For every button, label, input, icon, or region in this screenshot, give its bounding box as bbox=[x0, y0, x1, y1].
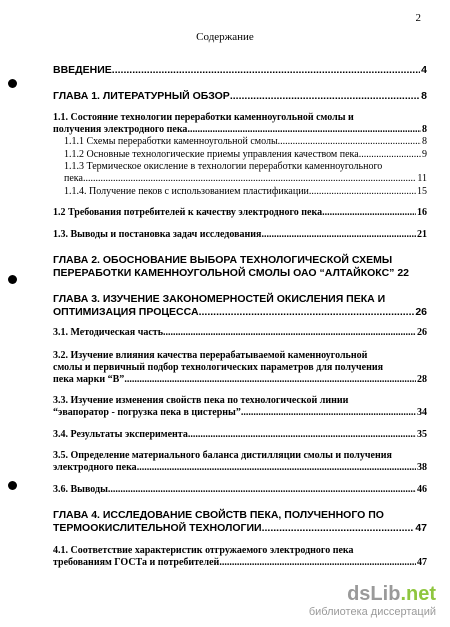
toc-entry-line[interactable]: 1.1.3 Термическое окисление в технологии переработки каменноугольного bbox=[64, 161, 383, 172]
toc-entry[interactable]: требованиям ГОСТа и потребителей ..... 47 bbox=[53, 557, 427, 569]
toc-entry[interactable]: ВВЕДЕНИЕ ..... 4 bbox=[53, 64, 427, 76]
margin-bullet bbox=[8, 275, 17, 284]
toc-entry[interactable]: ОПТИМИЗАЦИЯ ПРОЦЕССА ..... 26 bbox=[53, 306, 427, 318]
toc-entry-line[interactable]: ГЛАВА 3. ИЗУЧЕНИЕ ЗАКОНОМЕРНОСТЕЙ ОКИСЛЕНИЯ ПЕКА И bbox=[53, 293, 386, 305]
toc-entry-line[interactable]: 4.1. Соответствие характеристик отгружаемого электродного пека bbox=[53, 545, 354, 556]
toc-entry[interactable]: пека ..... 11 bbox=[64, 173, 427, 185]
toc-entry[interactable]: ГЛАВА 1. ЛИТЕРАТУРНЫЙ ОБЗОР ..... 8 bbox=[53, 90, 427, 102]
watermark bbox=[236, 583, 436, 623]
toc-entry-line[interactable]: ПЕРЕРАБОТКИ КАМЕННОУГОЛЬНОЙ СМОЛЫ ОАО “АЛТАЙКОКС” 22 bbox=[53, 267, 409, 279]
page-title: Содержание bbox=[196, 31, 254, 43]
toc-entry[interactable]: 1.2 Требования потребителей к качеству электродного пека ..... 16 bbox=[53, 207, 427, 219]
margin-bullet bbox=[8, 79, 17, 88]
toc-entry-line[interactable]: 3.3. Изучение изменения свойств пека по технологической линии bbox=[53, 395, 349, 406]
page-number: 2 bbox=[415, 12, 421, 24]
margin-bullet bbox=[8, 481, 17, 490]
toc-entry[interactable]: 1.1.1 Схемы переработки каменноугольной смолы ..... 8 bbox=[64, 136, 427, 148]
toc-entry[interactable]: “эвапоратор - погрузка пека в цистерны” ..... 34 bbox=[53, 407, 427, 419]
toc-entry[interactable]: пека марки “В” ..... 28 bbox=[53, 374, 427, 386]
toc-entry[interactable]: 3.1. Методическая часть ..... 26 bbox=[53, 327, 427, 339]
toc-entry-line[interactable]: ГЛАВА 2. ОБОСНОВАНИЕ ВЫБОРА ТЕХНОЛОГИЧЕСКОЙ СХЕМЫ bbox=[53, 254, 393, 266]
toc-entry-line[interactable]: ГЛАВА 4. ИССЛЕДОВАНИЕ СВОЙСТВ ПЕКА, ПОЛУЧЕННОГО ПО bbox=[53, 509, 384, 521]
toc-entry[interactable]: ТЕРМООКИСЛИТЕЛЬНОЙ ТЕХНОЛОГИИ ..... 47 bbox=[53, 522, 427, 534]
toc-entry-line[interactable]: смолы и первичный подбор технологических параметров для получения bbox=[53, 362, 384, 373]
toc-entry-line[interactable]: 3.2. Изучение влияния качества перерабатываемой каменноугольной bbox=[53, 350, 368, 361]
toc-entry-line[interactable]: 3.5. Определение материального баланса дистилляции смолы и получения bbox=[53, 450, 392, 461]
toc-entry[interactable]: 3.4. Результаты эксперимента ..... 35 bbox=[53, 429, 427, 441]
toc-entry[interactable]: 1.1.2 Основные технологические приемы управления качеством пека ..... 9 bbox=[64, 149, 427, 161]
toc-entry[interactable]: 1.3. Выводы и постановка задач исследования ..... 21 bbox=[53, 229, 427, 241]
toc-entry-line[interactable]: 1.1. Состояние технологии переработки каменноугольной смолы и bbox=[53, 112, 354, 123]
site-logo: dsLib.net bbox=[347, 583, 436, 605]
site-tagline: библиотека диссертаций bbox=[308, 606, 436, 618]
toc-entry[interactable]: 1.1.4. Получение пеков с использованием пластификации. ..... 15 bbox=[64, 186, 427, 198]
toc-entry[interactable]: электродного пека ..... 38 bbox=[53, 462, 427, 474]
toc-entry[interactable]: получения электродного пека ..... 8 bbox=[53, 124, 427, 136]
toc-entry[interactable]: 3.6. Выводы ..... 46 bbox=[53, 484, 427, 496]
